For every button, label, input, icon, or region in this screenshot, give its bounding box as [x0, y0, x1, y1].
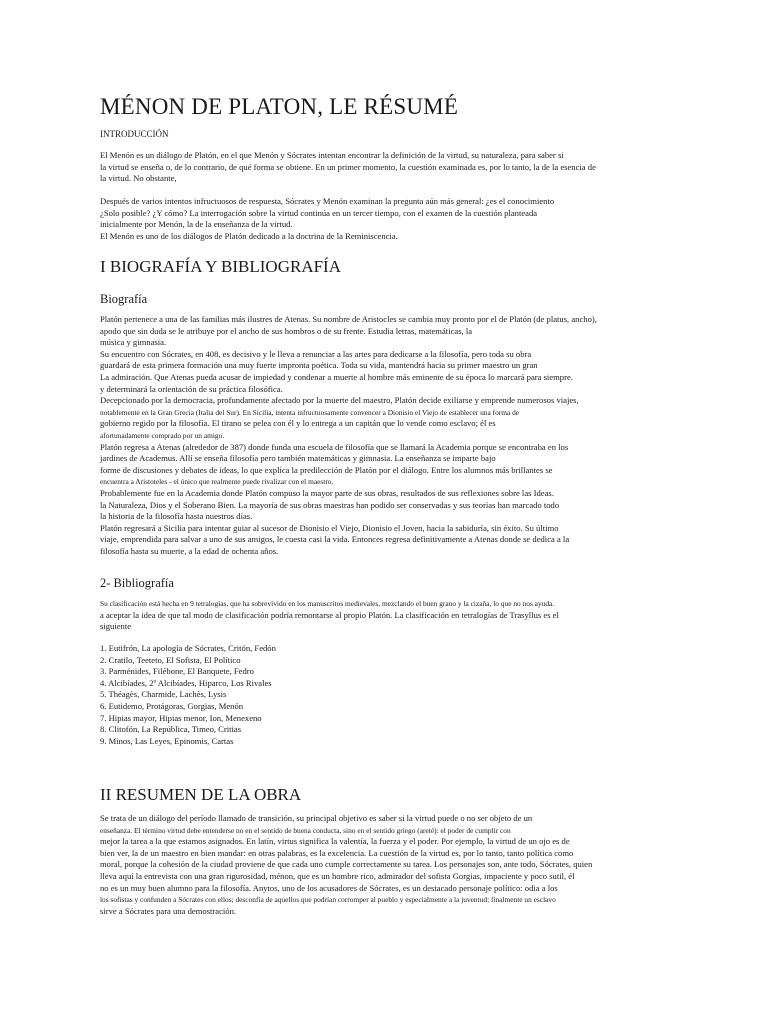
text-line: apodo que sin duda se le atribuye por el ancho de sus hombros o de su frente. Estudia letras, matemáticas, la: [100, 325, 473, 336]
intro-paragraph-1: [100, 150, 620, 185]
text-line: filosofía hasta su muerte, a la edad de ochenta años.: [100, 545, 279, 556]
section-2-heading: II RESUMEN DE LA OBRA: [100, 785, 302, 804]
intro-paragraph-2: [100, 196, 620, 242]
text-line: jardines de Academus. Allí se enseña filosofía pero también matemáticas y gimnasia. La enseñanza se imparte bajo: [100, 453, 496, 464]
text-line: La admiración. Que Atenas pueda acusar de impiedad y condenar a muerte al hombre más eminente de su época lo marcará para siempre.: [100, 371, 573, 382]
text-line: y determinará la orientación de su práctica filosófica.: [100, 383, 283, 394]
text-line: siguiente: [100, 621, 132, 632]
biografia-heading: Biografía: [100, 292, 148, 306]
text-line: mejor la tarea a la que estamos asignados. En latín, virtus significa la valentía, la fuerza y el poder. Por ejemplo, la virtud de un ojo es de: [100, 836, 570, 847]
text-line: El Menón es uno de los diálogos de Platón dedicado a la doctrina de la Reminiscencia.: [100, 230, 398, 241]
text-line: enseñanza. El término virtud debe entenderse no en el sentido de buena conducta, sino en el sentido griego (areté): el poder de cumplir con: [100, 825, 511, 835]
list-item: 2. Cratilo, Teeteto, El Sofista, El Político: [100, 654, 241, 665]
text-line: Después de varios intentos infructuosos de respuesta, Sócrates y Menón examinan la pregunta aún más general: ¿es el conocimiento: [100, 196, 555, 206]
text-line: los sofistas y confunden a Sócrates con ellos; desconfía de aquellos que podrían corromper al pueblo y especialmente a la juventud; finalmente un esclavo: [100, 895, 556, 905]
document-title: MÉNON DE PLATON, LE RÉSUMÉ: [100, 94, 459, 119]
text-line: moral, porque la cohesión de la ciudad proviene de que cada uno cumple correctamente su tarea. Los personajes son, ante todo, Sócrates, quien: [100, 859, 593, 870]
section-1-heading: I BIOGRAFÍA Y BIBLIOGRAFÍA: [100, 257, 341, 276]
list-item: 7. Hipias mayor, Hipias menor, Ion, Menexeno: [100, 712, 262, 723]
text-line: viaje, emprendida para salvar a uno de sus amigos, le cuesta casi la vida. Entonces regresa definitivamente a Atenas donde se dedica a la: [100, 534, 570, 545]
text-line: gobierno regido por la filosofía. El tirano se pelea con él y lo entrega a un capitán que lo vende como esclavo; él es: [100, 418, 496, 429]
list-item: 4. Alcibíades, 2º Alcibíades, Hiparco, Los Rivales: [100, 677, 272, 688]
text-line: guardará de esta primera formación una muy fuerte impronta poética. Toda su vida, mantendrá hacia su primer maestro un gran: [100, 360, 538, 371]
text-line: El Menón es un diálogo de Platón, en el que Menón y Sócrates intentan encontrar la definición de la virtud, su naturaleza, para saber si: [100, 150, 564, 160]
list-item: 5. Théagès, Charmide, Lachès, Lysis: [100, 689, 227, 700]
biografia-body: [100, 314, 620, 557]
text-line: inicialmente por Menón, la de la enseñanza de la virtud.: [100, 219, 293, 230]
text-line: Su encuentro con Sócrates, en 408, es decisivo y le lleva a renunciar a las artes para dedicarse a la filosofía, pero toda su obra: [100, 348, 532, 359]
bibliografia-heading: 2- Bibliografía: [100, 576, 174, 590]
resumen-body: [100, 813, 620, 917]
text-line: Su clasificación está hecha en 9 tetralogías, que ha sobrevivido en los manuscritos medievales, mezclando el buen grano y la cizaña, lo que no nos ayuda.: [100, 599, 555, 608]
text-line: a aceptar la idea de que tal modo de clasificación podría remontarse al propio Platón. La clasificación en tetralogías de Trasyllus es el: [100, 609, 559, 620]
text-line: lleva aquí la entrevista con una gran rigurosidad, ménon, que es un hombre rico, admirador del sofista Gorgias, impaciente y poco sutil, él: [100, 870, 575, 881]
text-line: sirve a Sócrates para una demostración.: [100, 905, 237, 916]
text-line: Probablemente fue en la Academia donde Platón compuso la mayor parte de sus obras, resultados de sus reflexiones sobre las Ideas.: [100, 487, 554, 498]
list-item: 9. Minos, Las Leyes, Epinomis, Cartas: [100, 735, 234, 746]
tetralogy-list: [100, 643, 620, 747]
bibliografia-body: [100, 598, 620, 633]
text-line: la virtud. No obstante,: [100, 173, 177, 184]
text-line: Platón regresará a Sicilia para intentar guiar al sucesor de Dionisio el Viejo, Dionisio el Joven, hacia la sabiduría, sin éxito. Su último: [100, 522, 559, 533]
list-item: 6. Eutidemo, Protágoras, Gorgias, Menón: [100, 700, 244, 711]
text-line: la virtud se enseña o, de lo contrario, de qué forma se obtiene. En un primer momento, la cuestión examinada es, por lo tanto, la de la esencia de: [100, 161, 596, 172]
list-item: 8. Clitofón, La República, Timeo, Critias: [100, 724, 242, 735]
text-line: Platón pertenece a una de las familias más ilustres de Atenas. Su nombre de Aristocles se cambia muy pronto por el de Platón (de platus, ancho),: [100, 314, 597, 324]
text-line: bien ver, la de un maestro en bien mandar: en otras palabras, es la excelencia. La cuestión de la virtud es, por lo tanto, tanto política como: [100, 847, 574, 858]
text-line: la historia de la filosofía hasta nuestros días.: [100, 511, 253, 522]
text-line: Decepcionado por la democracia, profundamente afectado por la muerte del maestro, Platón decide exiliarse y emprende numerosos viajes,: [100, 395, 579, 406]
text-line: encuentra a Aristoteles - el único que realmente puede rivalizar con el maestro.: [100, 477, 334, 487]
text-line: Platón regresa a Atenas (alrededor de 387) donde funda una escuela de filosofía que se llamará la Academia porque se encontraba en los: [100, 441, 569, 452]
intro-heading: INTRODUCCIÓN: [100, 129, 169, 139]
list-item: 3. Parménides, Filébone, El Banquete, Fedro: [100, 666, 254, 677]
text-line: la Naturaleza, Dios y el Soberano Bien. La mayoría de sus obras maestras han podido ser conservadas y sus teorías han marcado todo: [100, 499, 560, 510]
text-line: forme de discusiones y debates de ideas, lo que explica la predilección de Platón por el diálogo. Entre los alumnos más brillantes se: [100, 464, 553, 475]
text-line: Se trata de un diálogo del período llamado de transición, su principal objetivo es saber si la virtud puede o no ser objeto de un: [100, 813, 533, 823]
list-item: 1. Eutifrón, La apología de Sócrates, Critón, Fedón: [100, 643, 276, 653]
text-line: música y gimnasia.: [100, 337, 167, 348]
text-line: ¿Solo posible? ¿Y cómo? La interrogación sobre la virtud continúa en un tercer tiempo, con el examen de la cuestión planteada: [100, 207, 538, 218]
text-line: notablemente en la Gran Grecia (Italia del Sur). En Sicilia, intenta infructuosamente convencer a Dionisio el Viejo de establecer una forma de: [100, 407, 520, 417]
text-line: no es un muy buen alumno para la filosofía. Anytos, uno de los acusadores de Sócrates, es un destacado personaje político: odia a los: [100, 882, 558, 893]
text-line: afortunadamente comprado por un amigo.: [100, 430, 225, 440]
